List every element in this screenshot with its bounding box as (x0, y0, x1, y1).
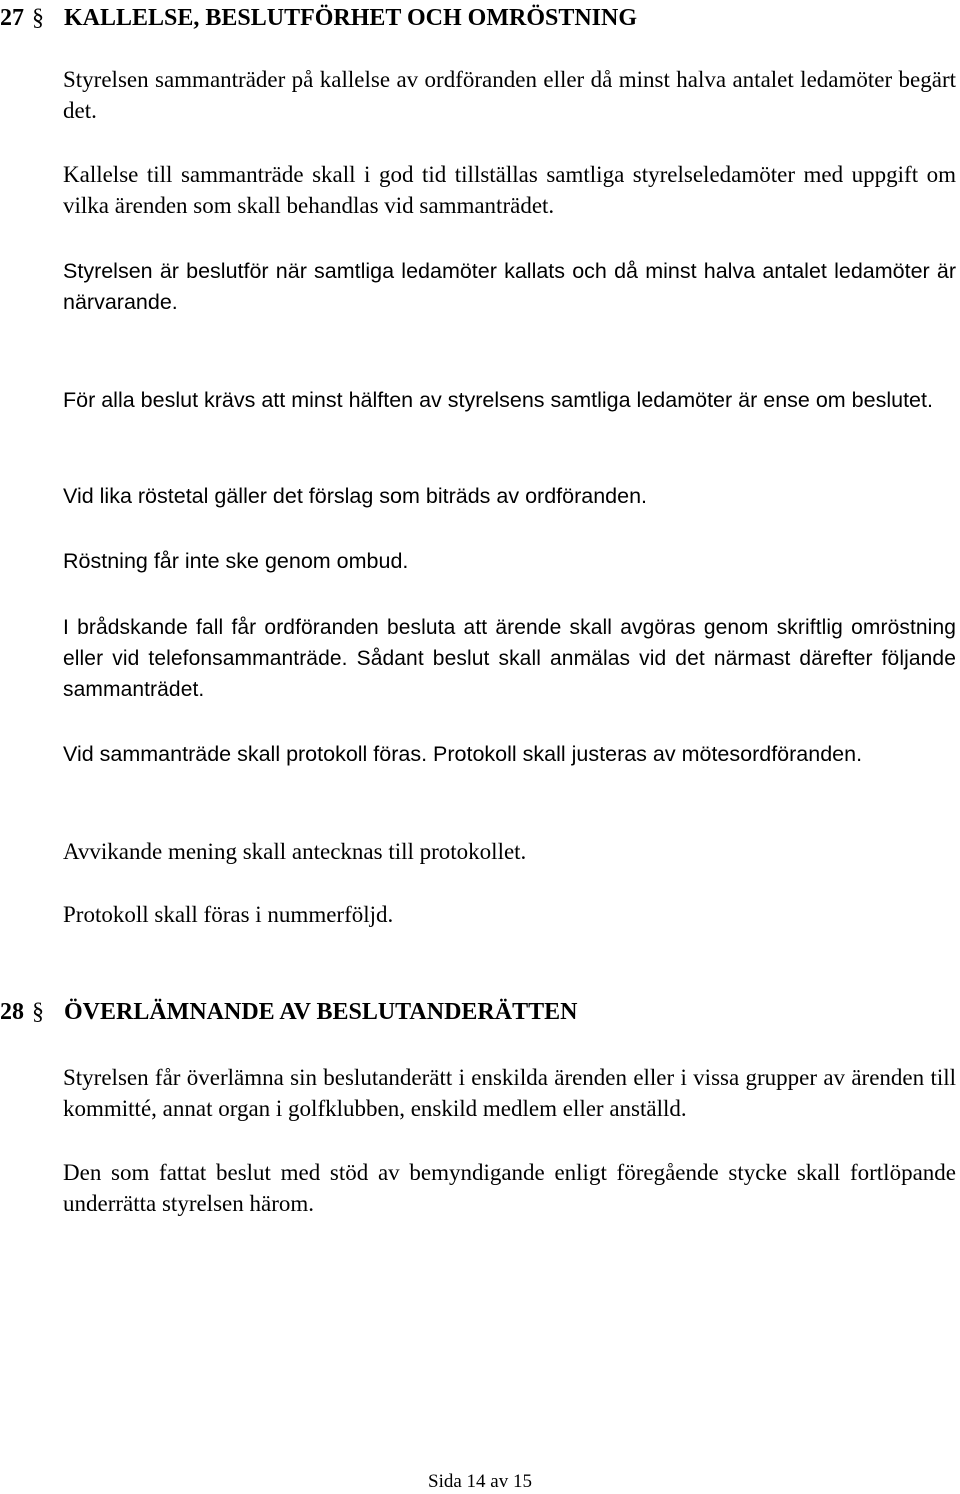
section-28-number: 28 (0, 999, 24, 1025)
section-symbol: § (32, 5, 44, 31)
paragraph: Vid lika röstetal gäller det förslag som biträds av ordföranden. (63, 484, 647, 508)
paragraph: Röstning får inte ske genom ombud. (63, 549, 409, 573)
section-27-heading (0, 2, 637, 34)
paragraph: I brådskande fall får ordföranden besluta att ärende skall avgöras genom skriftlig omröstning eller vid telefonsammanträde. Sådant beslut skall anmälas vid det närmast därefter följande sammanträdet. (63, 616, 956, 701)
paragraph: För alla beslut krävs att minst hälften av styrelsens samtliga ledamöter är ense om beslutet. (63, 388, 933, 412)
section-28-heading (0, 996, 577, 1028)
paragraph: Kallelse till sammanträde skall i god tid tillställas samtliga styrelseledamöter med uppgift om vilka ärenden som skall behandlas vid sammanträdet. (63, 162, 956, 218)
paragraph: Styrelsen sammanträder på kallelse av ordföranden eller då minst halva antalet ledamöter begärt det. (63, 67, 956, 123)
page-number-footer: Sida 14 av 15 (428, 1471, 532, 1492)
paragraph: Den som fattat beslut med stöd av bemyndigande enligt föregående stycke skall fortlöpande underrätta styrelsen härom. (63, 1160, 956, 1216)
section-27-title: KALLELSE, BESLUTFÖRHET OCH OMRÖSTNING (64, 5, 638, 31)
paragraph: Vid sammanträde skall protokoll föras. Protokoll skall justeras av mötesordföranden. (63, 742, 863, 766)
paragraph: Protokoll skall föras i nummerföljd. (63, 902, 394, 927)
section-symbol: § (32, 999, 44, 1025)
section-28-title: ÖVERLÄMNANDE AV BESLUTANDERÄTTEN (64, 999, 578, 1025)
paragraph: Avvikande mening skall antecknas till protokollet. (63, 839, 527, 864)
paragraph: Styrelsen är beslutför när samtliga ledamöter kallats och då minst halva antalet ledamöter är närvarande. (63, 259, 956, 314)
section-27-number: 27 (0, 5, 24, 31)
paragraph: Styrelsen får överlämna sin beslutanderätt i enskilda ärenden eller i vissa grupper av ärenden till kommitté, annat organ i golfklubben, enskild medlem eller anställd. (63, 1065, 956, 1121)
